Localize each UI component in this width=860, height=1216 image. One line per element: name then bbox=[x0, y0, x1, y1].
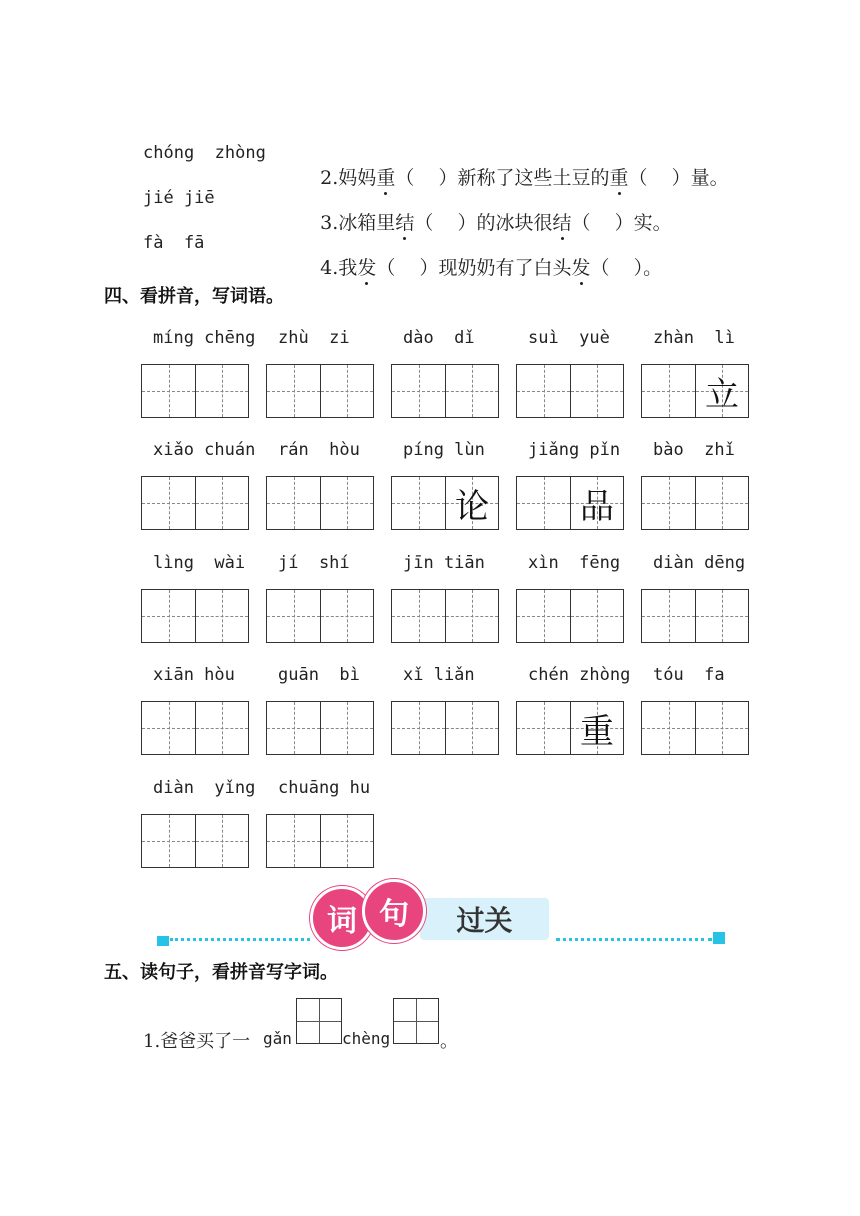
writing-cell[interactable] bbox=[642, 702, 695, 754]
word-pinyin: xìn fēng bbox=[528, 553, 621, 573]
word-pinyin: míng chēng bbox=[153, 328, 256, 348]
writing-cell[interactable] bbox=[320, 590, 373, 642]
prefilled-char bbox=[696, 477, 748, 529]
word-pinyin: diàn dēng bbox=[653, 553, 746, 573]
prefilled-char bbox=[196, 702, 248, 754]
word-pinyin: xiǎo chuán bbox=[153, 440, 256, 460]
sentence-5-1-end: 。 bbox=[440, 1031, 458, 1052]
writing-cell[interactable] bbox=[570, 702, 623, 754]
writing-cell[interactable] bbox=[570, 365, 623, 417]
writing-cell[interactable] bbox=[642, 590, 695, 642]
sentence-text: 2.妈妈 bbox=[320, 167, 377, 189]
sentence-text[interactable]: （ ）新称了这些土豆的 bbox=[395, 167, 610, 189]
prefilled-char bbox=[696, 702, 748, 754]
pinyin-gan: gǎn bbox=[263, 1029, 292, 1048]
writing-grid[interactable] bbox=[266, 589, 374, 643]
writing-grid[interactable] bbox=[516, 589, 624, 643]
writing-grid[interactable] bbox=[391, 476, 499, 530]
prefilled-char bbox=[196, 815, 248, 867]
prefilled-char bbox=[267, 702, 320, 754]
sentence-5-1-prefix: 1.爸爸买了一 bbox=[143, 1031, 251, 1052]
write-box-gan[interactable] bbox=[296, 998, 342, 1044]
writing-cell[interactable] bbox=[195, 815, 248, 867]
writing-cell[interactable] bbox=[517, 702, 570, 754]
writing-cell[interactable] bbox=[695, 477, 748, 529]
writing-cell[interactable] bbox=[570, 590, 623, 642]
banner-circle-ju: 句 bbox=[362, 879, 426, 943]
writing-cell[interactable] bbox=[445, 365, 498, 417]
writing-cell[interactable] bbox=[695, 365, 748, 417]
writing-cell[interactable] bbox=[142, 365, 195, 417]
dotted-char: 结 bbox=[553, 208, 572, 235]
writing-grid[interactable] bbox=[641, 589, 749, 643]
writing-grid[interactable] bbox=[141, 814, 249, 868]
prefilled-char bbox=[321, 815, 373, 867]
word-pinyin: bào zhǐ bbox=[653, 440, 735, 460]
writing-cell[interactable] bbox=[392, 365, 445, 417]
word-pinyin: lìng wài bbox=[153, 553, 246, 573]
prefilled-char bbox=[446, 365, 498, 417]
prefilled-char bbox=[446, 702, 498, 754]
banner-right-square bbox=[713, 932, 725, 944]
prefilled-char bbox=[321, 365, 373, 417]
prefilled-char bbox=[517, 590, 570, 642]
sentence-text[interactable]: （ ）的冰块很 bbox=[414, 212, 553, 234]
writing-cell[interactable] bbox=[695, 702, 748, 754]
prefilled-char bbox=[517, 702, 570, 754]
word-pinyin: diàn yǐng bbox=[153, 778, 256, 798]
word-pinyin: xǐ liǎn bbox=[403, 665, 475, 685]
pinyin-row-3: jié jiē bbox=[143, 188, 215, 208]
writing-grid[interactable] bbox=[141, 364, 249, 418]
prefilled-char bbox=[196, 590, 248, 642]
prefilled-char bbox=[446, 590, 498, 642]
prefilled-char bbox=[392, 477, 445, 529]
dotted-char: 发 bbox=[572, 253, 591, 280]
writing-cell[interactable] bbox=[392, 590, 445, 642]
dotted-char: 结 bbox=[395, 208, 414, 235]
writing-cell[interactable] bbox=[267, 702, 320, 754]
prefilled-char bbox=[696, 590, 748, 642]
writing-cell[interactable] bbox=[267, 365, 320, 417]
prefilled-char bbox=[196, 477, 248, 529]
word-pinyin: jí shí bbox=[278, 553, 350, 573]
prefilled-char: 立 bbox=[705, 374, 739, 415]
word-pinyin: guān bì bbox=[278, 665, 360, 685]
sentence-text[interactable]: （ ）量。 bbox=[628, 167, 729, 189]
writing-cell[interactable] bbox=[195, 702, 248, 754]
prefilled-char bbox=[142, 815, 195, 867]
sentence-text[interactable]: （ ）现奶奶有了白头 bbox=[376, 257, 572, 279]
writing-cell[interactable] bbox=[320, 365, 373, 417]
writing-cell[interactable] bbox=[392, 477, 445, 529]
writing-cell[interactable] bbox=[517, 365, 570, 417]
word-pinyin: dào dǐ bbox=[403, 328, 475, 348]
writing-cell[interactable] bbox=[267, 477, 320, 529]
prefilled-char bbox=[142, 590, 195, 642]
prefilled-char: 论 bbox=[455, 486, 489, 527]
writing-cell[interactable] bbox=[445, 477, 498, 529]
prefilled-char bbox=[642, 702, 695, 754]
prefilled-char bbox=[392, 702, 445, 754]
banner-left-line bbox=[170, 938, 310, 941]
word-pinyin: chuāng hu bbox=[278, 778, 371, 798]
writing-cell[interactable] bbox=[142, 590, 195, 642]
prefilled-char bbox=[392, 365, 445, 417]
prefilled-char bbox=[267, 365, 320, 417]
prefilled-char bbox=[267, 477, 320, 529]
dotted-char: 重 bbox=[376, 163, 395, 190]
word-pinyin: píng lùn bbox=[403, 440, 485, 460]
section4-heading: 四、看拼音，写词语。 bbox=[104, 286, 284, 307]
word-pinyin: zhù zi bbox=[278, 328, 350, 348]
writing-grid[interactable] bbox=[641, 701, 749, 755]
prefilled-char bbox=[642, 477, 695, 529]
writing-cell[interactable] bbox=[517, 477, 570, 529]
writing-grid[interactable] bbox=[266, 701, 374, 755]
pinyin-row-2: chóng zhòng bbox=[143, 143, 266, 163]
writing-grid[interactable] bbox=[266, 814, 374, 868]
prefilled-char bbox=[321, 702, 373, 754]
writing-grid[interactable] bbox=[141, 701, 249, 755]
prefilled-char: 重 bbox=[580, 711, 614, 752]
prefilled-char bbox=[642, 365, 695, 417]
writing-grid[interactable] bbox=[516, 701, 624, 755]
sentence-text: 4.我 bbox=[320, 257, 358, 279]
writing-cell[interactable] bbox=[445, 590, 498, 642]
writing-cell[interactable] bbox=[142, 815, 195, 867]
writing-cell[interactable] bbox=[195, 590, 248, 642]
banner-label: 过关 bbox=[420, 898, 549, 940]
banner-right-line bbox=[556, 938, 712, 941]
writing-cell[interactable] bbox=[695, 590, 748, 642]
writing-grid[interactable] bbox=[391, 701, 499, 755]
prefilled-char bbox=[142, 365, 195, 417]
pinyin-row-4: fà fā bbox=[143, 233, 205, 253]
writing-cell[interactable] bbox=[195, 477, 248, 529]
banner-left-square bbox=[157, 936, 169, 946]
word-pinyin: suì yuè bbox=[528, 328, 610, 348]
section5-heading: 五、读句子，看拼音写字词。 bbox=[104, 962, 338, 983]
prefilled-char bbox=[142, 702, 195, 754]
dotted-char: 发 bbox=[357, 253, 376, 280]
writing-cell[interactable] bbox=[267, 815, 320, 867]
writing-grid[interactable] bbox=[391, 589, 499, 643]
write-box-cheng[interactable] bbox=[393, 998, 439, 1044]
prefilled-char: 品 bbox=[580, 486, 614, 527]
prefilled-char bbox=[267, 815, 320, 867]
prefilled-char bbox=[196, 365, 248, 417]
prefilled-char bbox=[571, 365, 623, 417]
writing-grid[interactable] bbox=[141, 589, 249, 643]
writing-cell[interactable] bbox=[320, 702, 373, 754]
sentence-row-4 bbox=[296, 231, 662, 302]
banner-circle-ci: 词 bbox=[310, 886, 374, 950]
sentence-text: 3.冰箱里 bbox=[320, 212, 396, 234]
writing-grid[interactable] bbox=[141, 476, 249, 530]
prefilled-char bbox=[392, 590, 445, 642]
prefilled-char bbox=[571, 590, 623, 642]
word-pinyin: jiǎng pǐn bbox=[528, 440, 621, 460]
pinyin-cheng: chèng bbox=[342, 1029, 391, 1048]
writing-grid[interactable] bbox=[266, 476, 374, 530]
word-pinyin: xiān hòu bbox=[153, 665, 235, 685]
word-pinyin: tóu fa bbox=[653, 665, 725, 685]
writing-cell[interactable] bbox=[445, 702, 498, 754]
writing-cell[interactable] bbox=[320, 815, 373, 867]
prefilled-char bbox=[321, 477, 373, 529]
word-pinyin: zhàn lì bbox=[653, 328, 735, 348]
writing-cell[interactable] bbox=[642, 477, 695, 529]
writing-cell[interactable] bbox=[392, 702, 445, 754]
writing-cell[interactable] bbox=[642, 365, 695, 417]
prefilled-char bbox=[517, 365, 570, 417]
writing-grid[interactable] bbox=[641, 364, 749, 418]
word-pinyin: jīn tiān bbox=[403, 553, 485, 573]
word-pinyin: rán hòu bbox=[278, 440, 360, 460]
writing-grid[interactable] bbox=[266, 364, 374, 418]
sentence-text[interactable]: （ ）。 bbox=[590, 257, 663, 279]
writing-grid[interactable] bbox=[516, 364, 624, 418]
writing-cell[interactable] bbox=[142, 702, 195, 754]
prefilled-char bbox=[642, 590, 695, 642]
writing-cell[interactable] bbox=[195, 365, 248, 417]
writing-cell[interactable] bbox=[570, 477, 623, 529]
writing-cell[interactable] bbox=[267, 590, 320, 642]
writing-cell[interactable] bbox=[517, 590, 570, 642]
writing-cell[interactable] bbox=[142, 477, 195, 529]
writing-grid[interactable] bbox=[641, 476, 749, 530]
writing-cell[interactable] bbox=[320, 477, 373, 529]
dotted-char: 重 bbox=[610, 163, 629, 190]
writing-grid[interactable] bbox=[516, 476, 624, 530]
prefilled-char bbox=[267, 590, 320, 642]
word-pinyin: chén zhòng bbox=[528, 665, 631, 685]
sentence-text[interactable]: （ ）实。 bbox=[571, 212, 672, 234]
writing-grid[interactable] bbox=[391, 364, 499, 418]
prefilled-char bbox=[321, 590, 373, 642]
prefilled-char bbox=[142, 477, 195, 529]
prefilled-char bbox=[517, 477, 570, 529]
